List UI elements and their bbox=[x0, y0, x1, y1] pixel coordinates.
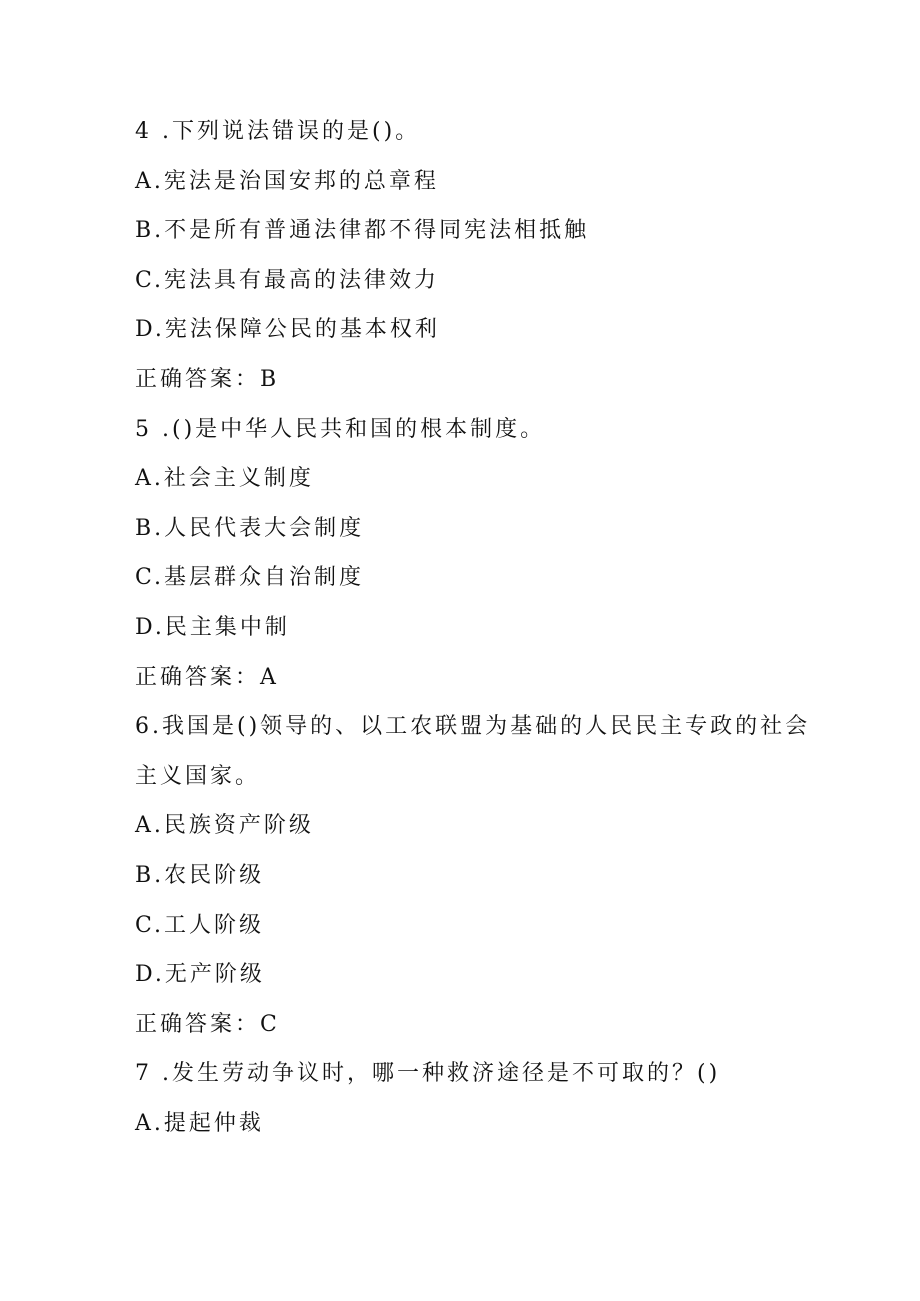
question-4-option-a: A.宪法是治国安邦的总章程 bbox=[135, 168, 439, 194]
question-6-stem-line-2: 主义国家。 bbox=[135, 763, 261, 789]
question-5-option-d: D.民主集中制 bbox=[135, 614, 290, 640]
question-6-option-b: B.农民阶级 bbox=[135, 862, 265, 888]
question-4-option-c: C.宪法具有最高的法律效力 bbox=[135, 267, 440, 293]
question-5-option-c: C.基层群众自治制度 bbox=[135, 565, 365, 591]
question-6-option-a: A.民族资产阶级 bbox=[135, 813, 314, 839]
question-6-option-c: C.工人阶级 bbox=[135, 912, 265, 938]
question-6-answer: 正确答案：C bbox=[135, 1011, 280, 1037]
question-5-option-a: A.社会主义制度 bbox=[135, 466, 314, 492]
question-7-option-a: A.提起仲裁 bbox=[135, 1110, 264, 1136]
question-4-stem: 4 .下列说法错误的是()。 bbox=[135, 119, 421, 144]
question-6-stem-line-1: 6.我国是()领导的、以工农联盟为基础的人民民主专政的社会 bbox=[135, 714, 811, 740]
question-4-option-b: B.不是所有普通法律都不得同宪法相抵触 bbox=[135, 218, 590, 244]
question-5-stem: 5 .()是中华人民共和国的根本制度。 bbox=[135, 416, 546, 442]
question-6-option-d: D.无产阶级 bbox=[135, 962, 265, 988]
question-4-answer: 正确答案：B bbox=[135, 366, 280, 392]
question-5-option-b: B.人民代表大会制度 bbox=[135, 515, 365, 541]
question-list bbox=[135, 112, 815, 1153]
question-7-stem: 7 .发生劳动争议时，哪一种救济途径是不可取的？() bbox=[135, 1061, 721, 1087]
question-4-option-d: D.宪法保障公民的基本权利 bbox=[135, 317, 440, 343]
question-5-answer: 正确答案：A bbox=[135, 664, 279, 690]
